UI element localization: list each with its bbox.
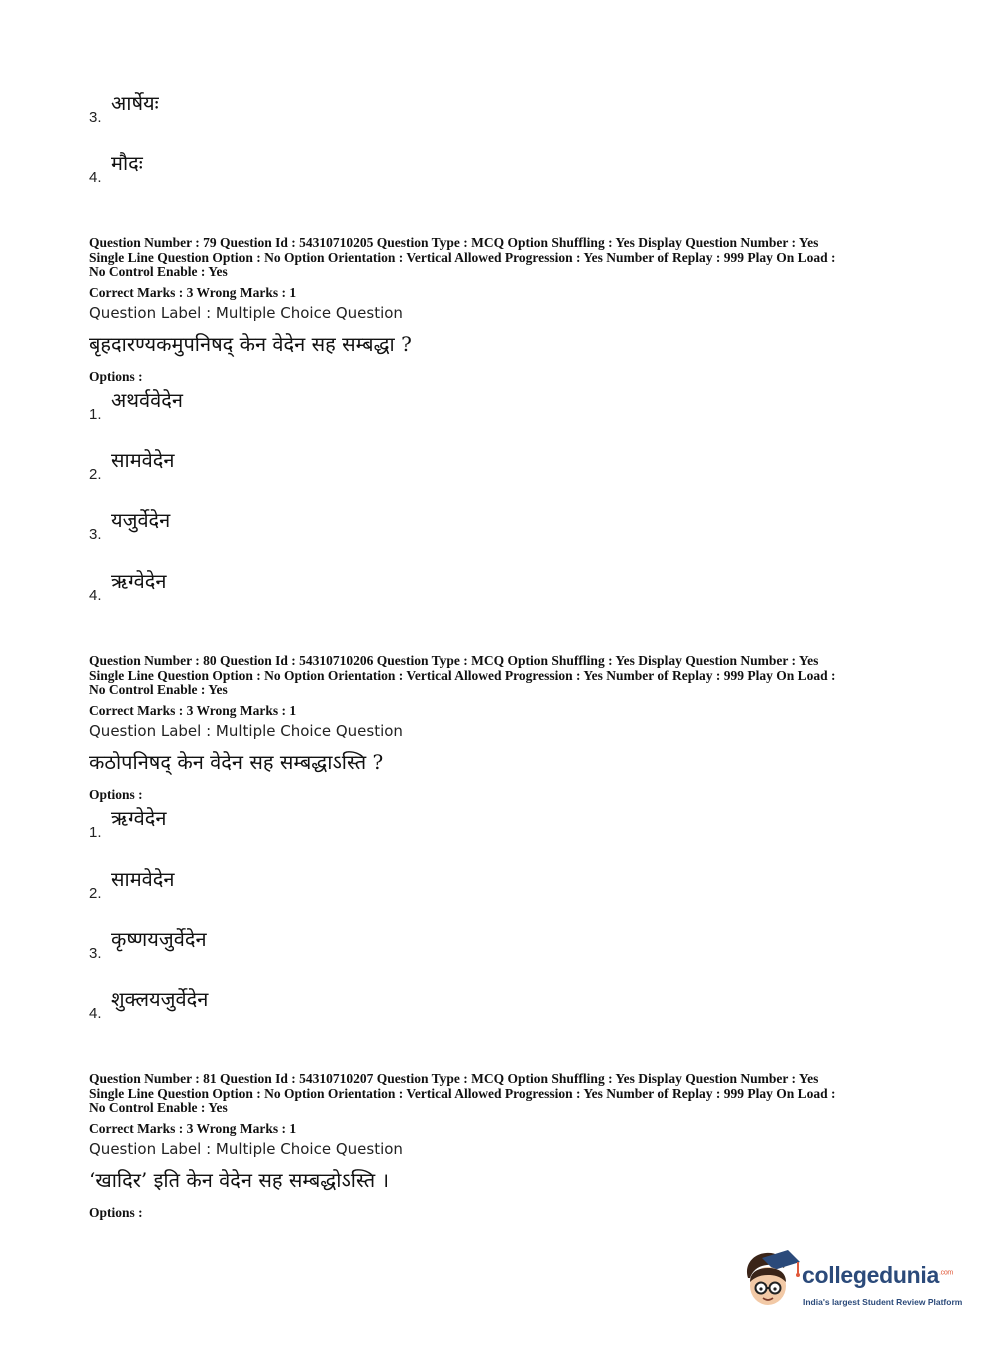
option-item: [89, 443, 489, 483]
option-number: 4.: [89, 169, 102, 186]
question-marks: Correct Marks : 3 Wrong Marks : 1: [89, 285, 297, 300]
brand-name: [802, 1262, 953, 1289]
option-item: [89, 862, 489, 902]
meta-line: No Control Enable : Yes: [89, 1100, 228, 1115]
meta-line: No Control Enable : Yes: [89, 264, 228, 279]
meta-line: Question Number : 81 Question Id : 54310710207 Question Type : MCQ Option Shuffling : Yes Display Question Number : Yes: [89, 1071, 819, 1086]
question-label: Question Label : Multiple Choice Question: [89, 1140, 403, 1158]
option-text: ऋग्वेदेन: [111, 569, 167, 593]
question-label: Question Label : Multiple Choice Question: [89, 722, 403, 740]
question-text: ‘खादिर’ इति केन वेदेन सह सम्बद्धोऽस्ति ।: [89, 1168, 390, 1192]
options-label: Options :: [89, 369, 143, 384]
option-number: 4.: [89, 1005, 102, 1022]
question-meta: [89, 1072, 919, 1116]
brand-text: collegedunia: [802, 1262, 939, 1288]
brand-domain-suffix: .com: [938, 1269, 953, 1277]
collegedunia-logo[interactable]: [740, 1248, 970, 1318]
option-item: [89, 982, 489, 1022]
meta-line: Single Line Question Option : No Option Orientation : Vertical Allowed Progression : Yes Number of Replay : 999 Play On Load :: [89, 1085, 836, 1101]
option-number: 3.: [89, 109, 102, 126]
meta-line: Single Line Question Option : No Option Orientation : Vertical Allowed Progression : Yes Number of Replay : 999 Play On Load :: [89, 249, 836, 265]
option-item: [89, 801, 489, 841]
option-item: [89, 146, 489, 186]
question-meta: [89, 236, 919, 280]
meta-line: Question Number : 80 Question Id : 54310710206 Question Type : MCQ Option Shuffling : Yes Display Question Number : Yes: [89, 653, 819, 668]
option-item: [89, 564, 489, 604]
option-text: सामवेदेन: [111, 448, 175, 472]
option-item: [89, 383, 489, 423]
option-text: सामवेदेन: [111, 867, 175, 891]
option-text: अथर्ववेदेन: [111, 388, 184, 412]
option-text: ऋग्वेदेन: [111, 806, 167, 830]
option-item: [89, 503, 489, 543]
meta-line: Question Number : 79 Question Id : 54310710205 Question Type : MCQ Option Shuffling : Yes Display Question Number : Yes: [89, 235, 819, 250]
meta-line: Single Line Question Option : No Option Orientation : Vertical Allowed Progression : Yes Number of Replay : 999 Play On Load :: [89, 667, 836, 683]
option-number: 2.: [89, 466, 102, 483]
option-text: कृष्णयजुर्वेदेन: [111, 927, 207, 951]
question-marks: Correct Marks : 3 Wrong Marks : 1: [89, 703, 297, 718]
option-text: मौदः: [111, 151, 143, 175]
option-text: शुक्लयजुर्वेदेन: [111, 987, 209, 1011]
option-number: 3.: [89, 526, 102, 543]
option-number: 1.: [89, 406, 102, 423]
option-item: [89, 922, 489, 962]
option-text: आर्षेयः: [111, 91, 159, 115]
option-number: 3.: [89, 945, 102, 962]
options-label: Options :: [89, 1205, 143, 1220]
question-text: कठोपनिषद् केन वेदेन सह सम्बद्धाऽस्ति ?: [89, 750, 384, 774]
option-number: 4.: [89, 587, 102, 604]
brand-tagline: India's largest Student Review Platform: [803, 1297, 963, 1307]
option-number: 1.: [89, 824, 102, 841]
meta-line: No Control Enable : Yes: [89, 682, 228, 697]
mascot-icon: [740, 1248, 800, 1314]
option-item: [89, 86, 489, 126]
question-marks: Correct Marks : 3 Wrong Marks : 1: [89, 1121, 297, 1136]
question-text: बृहदारण्यकमुपनिषद् केन वेदेन सह सम्बद्धा ?: [89, 332, 412, 356]
question-label: Question Label : Multiple Choice Question: [89, 304, 403, 322]
question-meta: [89, 654, 919, 698]
options-label: Options :: [89, 787, 143, 802]
option-text: यजुर्वेदेन: [111, 508, 171, 532]
option-number: 2.: [89, 885, 102, 902]
